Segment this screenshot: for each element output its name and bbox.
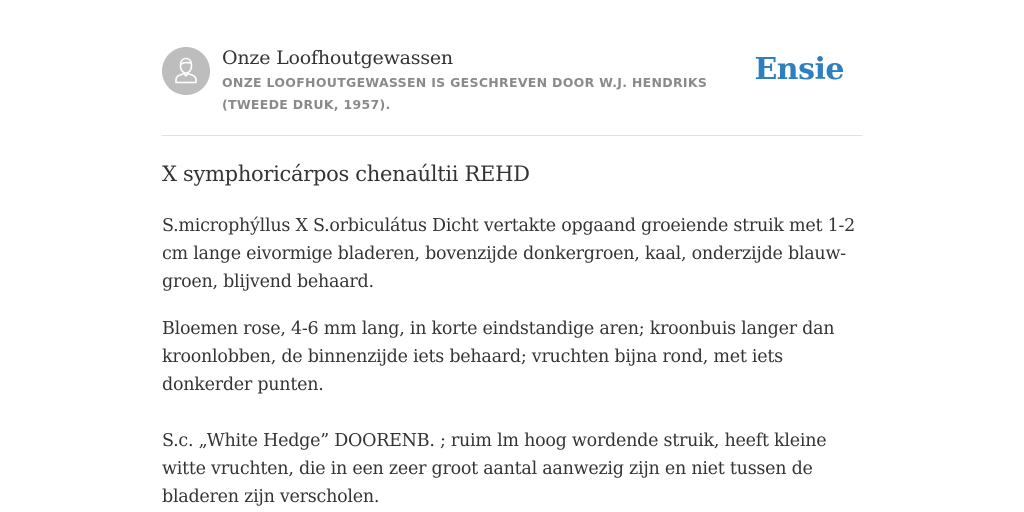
avatar	[162, 47, 210, 95]
entry-paragraph: S.c. „White Hedge” DOORENB. ; ruim lm hoog wordende struik, heeft kleine witte vruchten, die in een zeer groot aantal aanwezig zijn en niet tussen de bladeren zijn verscholen.	[162, 431, 827, 507]
entry-title: X symphoricárpos chenaúltii REHD	[162, 162, 530, 186]
source-header	[162, 44, 862, 136]
entry-paragraph: Bloemen rose, 4-6 mm lang, in korte eindstandige aren; kroonbuis langer dan kroonlobben, de binnenzijde iets behaard; vruchten bijna rond, met iets donkerder punten.	[162, 319, 835, 395]
user-icon	[162, 47, 210, 95]
entry-paragraph: S.microphýllus X S.orbiculátus Dicht vertakte opgaand groeiende struik met 1-2 cm lange eivormige bladeren, bovenzijde donkergroen, kaal, onderzijde blauw-groen, blijvend behaard.	[162, 216, 856, 292]
source-title[interactable]: Onze Loofhoutgewassen	[222, 47, 453, 69]
source-description: ONZE LOOFHOUTGEWASSEN IS GESCHREVEN DOOR W.J. HENDRIKS (TWEEDE DRUK, 1957).	[222, 75, 708, 112]
brand-logo[interactable]: Ensie	[754, 52, 844, 87]
entry-content	[162, 156, 862, 512]
